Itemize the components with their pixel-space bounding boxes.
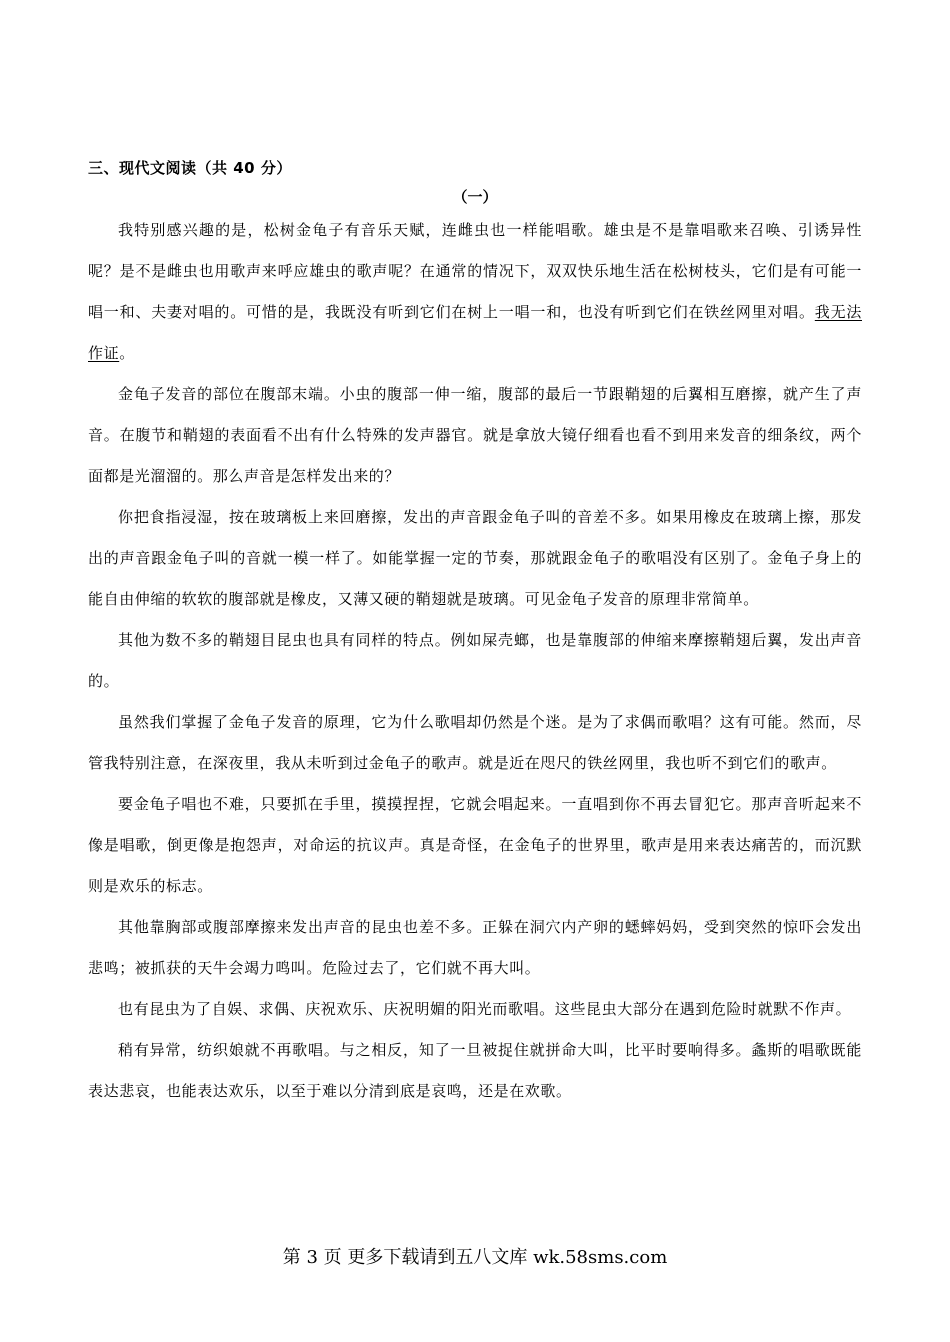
paragraph-3: 你把食指浸湿，按在玻璃板上来回磨擦，发出的声音跟金龟子叫的音差不多。如果用橡皮在玻璃上擦，那发出的声音跟金龟子叫的音就一模一样了。如能掌握一定的节奏，那就跟金龟子的歌唱没有区别了。金龟子身上的能自由伸缩的软软的腹部就是橡皮，又薄又硬的鞘翅就是玻璃。可见金龟子发音的原理非常简单。 bbox=[88, 508, 862, 608]
paragraph-6: 要金龟子唱也不难，只要抓在手里，摸摸捏捏，它就会唱起来。一直唱到你不再去冒犯它。那声音听起来不像是唱歌，倒更像是抱怨声，对命运的抗议声。真是奇怪，在金龟子的世界里，歌声是用来表达痛苦的，而沉默则是欢乐的标志。 bbox=[88, 795, 862, 895]
paragraph-9: 稍有异常，纺织娘就不再歌唱。与之相反，知了一旦被捉住就拼命大叫，比平时要响得多。螽斯的唱歌既能表达悲哀，也能表达欢乐，以至于难以分清到底是哀鸣，还是在欢歌。 bbox=[88, 1041, 862, 1100]
paragraph-2: 金龟子发音的部位在腹部末端。小虫的腹部一伸一缩，腹部的最后一节跟鞘翅的后翼相互磨擦，就产生了声音。在腹节和鞘翅的表面看不出有什么特殊的发声器官。就是拿放大镜仔细看也看不到用来发音的细条纹，两个面都是光溜溜的。那么声音是怎样发出来的？ bbox=[88, 385, 862, 485]
article-body bbox=[88, 210, 862, 1112]
paragraph-7: 其他靠胸部或腹部摩擦来发出声音的昆虫也差不多。正躲在洞穴内产卵的蟋蟀妈妈，受到突然的惊吓会发出悲鸣；被抓获的天牛会竭力鸣叫。危险过去了，它们就不再大叫。 bbox=[88, 918, 862, 977]
underlined-phrase: 我无法作证 bbox=[88, 303, 862, 362]
underlined-end: 。 bbox=[119, 344, 135, 362]
paragraph-1 bbox=[88, 210, 862, 374]
paragraph-8: 也有昆虫为了自娱、求偶、庆祝欢乐、庆祝明媚的阳光而歌唱。这些昆虫大部分在遇到危险时就默不作声。 bbox=[118, 1000, 852, 1018]
paragraph-5: 虽然我们掌握了金龟子发音的原理，它为什么歌唱却仍然是个迷。是为了求偶而歌唱？这有可能。然而，尽管我特别注意，在深夜里，我从未听到过金龟子的歌声。就是近在咫尺的铁丝网里，我也听不到它们的歌声。 bbox=[88, 713, 862, 772]
section-heading: 三、现代文阅读（共 40 分） bbox=[88, 159, 292, 177]
paragraph-4: 其他为数不多的鞘翅目昆虫也具有同样的特点。例如屎壳螂，也是靠腹部的伸缩来摩擦鞘翅后翼，发出声音的。 bbox=[88, 631, 862, 690]
part-number: （一） bbox=[452, 188, 498, 206]
paragraph-1-text: 我特别感兴趣的是，松树金龟子有音乐天赋，连雌虫也一样能唱歌。雄虫是不是靠唱歌来召唤、引诱异性呢？是不是雌虫也用歌声来呼应雄虫的歌声呢？在通常的情况下，双双快乐地生活在松树枝头，它们是有可能一唱一和、夫妻对唱的。可惜的是，我既没有听到它们在树上一唱一和，也没有听到它们在铁丝网里对唱。 bbox=[88, 221, 862, 321]
page-footer: 第 3 页 更多下载请到五八文库 wk.58sms.com bbox=[282, 1247, 668, 1268]
